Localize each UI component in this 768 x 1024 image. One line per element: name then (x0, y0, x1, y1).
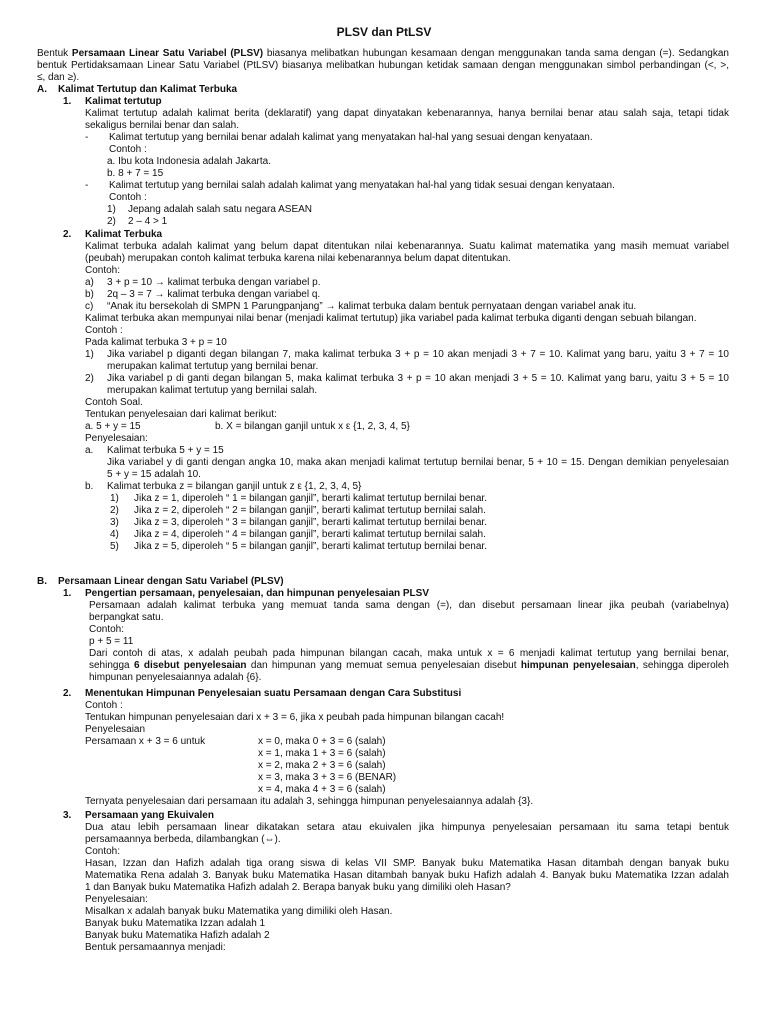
list-number: 1) (110, 493, 119, 504)
contoh-label: Contoh : (85, 700, 123, 711)
a2-solution-a-line-1: Jika variabel y di ganti dengan angka 10, maka akan menjadi kalimat tertutup bernilai benar, 5 + 10 = 15. Dengan demikian penyelesaian (107, 457, 729, 468)
list-number: 2) (85, 373, 94, 384)
a1-heading: Kalimat tertutup (85, 96, 162, 107)
a1-example-a: a. Ibu kota Indonesia adalah Jakarta. (107, 156, 272, 167)
b3-example-line-3: 1 dan Banyak buku Matematika Hafizh adalah 2. Berapa banyak buku yang dimiliki oleh Hasan? (85, 882, 511, 893)
a2-example-c: “Anak itu bersekolah di SMPN 1 Parungpanjang” → kalimat terbuka dalam bentuk pernyataan dengan variabel anak itu. (107, 301, 637, 312)
a2-item-2-line-2: merupakan kalimat tertutup yang bernilai salah. (107, 385, 318, 396)
a2-pada: Pada kalimat terbuka 3 + p = 10 (85, 337, 227, 348)
bullet-dash: - (85, 132, 89, 143)
a2-question-a: a. 5 + y = 15 (85, 421, 141, 432)
list-number: 3) (110, 517, 119, 528)
a2-example-b: 2q – 3 = 7 → kalimat terbuka dengan variabel q. (107, 289, 321, 300)
section-a-heading: Kalimat Tertutup dan Kalimat Terbuka (58, 84, 238, 95)
a2-solution-a: Kalimat terbuka 5 + y = 15 (107, 445, 224, 456)
b3-heading: Persamaan yang Ekuivalen (85, 810, 214, 821)
list-letter: a. (85, 445, 94, 456)
b2-substitution-4: x = 4, maka 4 + 3 = 6 (salah) (258, 784, 386, 795)
a1-bullet-1: Kalimat tertutup yang bernilai benar adalah kalimat yang menyatakan hal-hal yang sesuai dengan kenyataan. (109, 132, 593, 143)
b2-heading: Menentukan Himpunan Penyelesaian suatu Persamaan dengan Cara Substitusi (85, 688, 462, 699)
list-letter: b. (85, 481, 94, 492)
plsv-term: Persamaan Linear Satu Variabel (PLSV) (71, 48, 264, 59)
b1-paragraph-line-1: Persamaan adalah kalimat terbuka yang memuat tanda sama dengan (=), dan disebut persamaan linear jika peubah (variabelnya) (89, 600, 729, 611)
b3-solution-line-3: Banyak buku Matematika Hafizh adalah 2 (85, 930, 270, 941)
a2-heading: Kalimat Terbuka (85, 229, 163, 240)
b1-example: p + 5 = 11 (89, 636, 134, 647)
a2-item-1-line-2: merupakan kalimat tertutup yang bernilai benar. (107, 361, 319, 372)
b3-solution-line-4: Bentuk persamaannya menjadi: (85, 942, 226, 953)
list-letter: b) (85, 289, 94, 300)
contoh-label: Contoh : (109, 144, 147, 155)
a2-z-1: Jika z = 1, diperoleh “ 1 = bilangan ganjil”, berarti kalimat tertutup bernilai benar. (134, 493, 487, 504)
a2-paragraph-3: Kalimat terbuka akan mempunyai nilai benar (menjadi kalimat tertutup) jika variabel pada kalimat terbuka diganti dengan sebuah bilangan. (85, 313, 697, 324)
intro-line-3: ≤, dan ≥). (37, 72, 80, 83)
list-number: 5) (110, 541, 119, 552)
b2-number: 2. (63, 688, 72, 699)
b1-paragraph-line-5: himpunan penyelesaiannya adalah {6}. (89, 672, 262, 683)
b2-substitution-1: x = 1, maka 1 + 3 = 6 (salah) (258, 748, 386, 759)
list-number: 1) (107, 204, 116, 215)
section-a-number: A. (37, 84, 47, 95)
a2-question-b: b. X = bilangan ganjil untuk x ε {1, 2, 3, 4, 5} (215, 421, 410, 432)
a1-example-1: Jepang adalah salah satu negara ASEAN (128, 204, 313, 215)
document-title: PLSV dan PtLSV (336, 25, 432, 39)
a2-item-1-line-1: Jika variabel p diganti degan bilangan 7, maka kalimat terbuka 3 + p = 10 akan menjadi 3 + 7 = 10. Kalimat yang baru, yaitu 3 + 7 = 10 (107, 349, 729, 360)
b2-conclusion: Ternyata penyelesaian dari persamaan itu adalah 3, sehingga himpunan penyelesaiannya adalah {3}. (85, 796, 534, 807)
contoh-label: Contoh: (85, 265, 121, 276)
intro-line-1: Bentuk Persamaan Linear Satu Variabel (PLSV) biasanya melibatkan hubungan kesamaan dengan menggunakan tanda sama dengan (=). Sedangkan (37, 48, 729, 59)
penyelesaian-label: Penyelesaian (85, 724, 146, 735)
penyelesaian-label: Penyelesaian: (85, 894, 148, 905)
b2-substitution-2: x = 2, maka 2 + 3 = 6 (salah) (258, 760, 386, 771)
contoh-label: Contoh : (85, 325, 123, 336)
b3-example-line-2: Matematika Rena adalah 3. Banyak buku Matematika Hasan ditambah banyak buku Hafizh adalah 4. Banyak buku Matematika Izzan adalah (85, 870, 729, 881)
list-number: 2) (107, 216, 116, 227)
b1-paragraph-line-4: sehingga 6 disebut penyelesaian dan himpunan yang memuat semua penyelesaian disebut himpunan penyelesaian, sehingga diperoleh (89, 660, 729, 671)
a2-example-a: 3 + p = 10 → kalimat terbuka dengan variabel p. (107, 277, 321, 288)
a1-paragraph-line-2: sekaligus bernilai benar dan salah. (85, 120, 239, 131)
list-number: 2) (110, 505, 119, 516)
b1-paragraph-line-3: Dari contoh di atas, x adalah peubah pada himpunan bilangan cacah, maka untuk x = 6 menjadi kalimat tertutup yang bernilai benar, (89, 648, 729, 659)
list-letter: c) (85, 301, 94, 312)
b2-question: Tentukan himpunan penyelesaian dari x + 3 = 6, jika x peubah pada himpunan bilangan cacah! (85, 712, 505, 723)
a2-z-5: Jika z = 5, diperoleh “ 5 = bilangan ganjil”, berarti kalimat tertutup bernilai benar. (134, 541, 487, 552)
a2-question: Tentukan penyelesaian dari kalimat berikut: (85, 409, 277, 420)
himpunan-penyelesaian-term: himpunan penyelesaian (520, 660, 636, 671)
section-b-heading: Persamaan Linear dengan Satu Variabel (PLSV) (58, 576, 284, 587)
list-number: 1) (85, 349, 94, 360)
penyelesaian-term: 6 disebut penyelesaian (133, 660, 247, 671)
b1-paragraph-line-2: berpangkat satu. (89, 612, 164, 623)
bullet-dash: - (85, 180, 89, 191)
a1-paragraph-line-1: Kalimat tertutup adalah kalimat berita (deklaratif) yang dapat dinyatakan kebenarannya, hanya bernilai benar atau salah saja, tetapi tidak (85, 108, 729, 119)
contoh-label: Contoh: (85, 846, 121, 857)
a1-example-2: 2 – 4 > 1 (128, 216, 168, 227)
b1-number: 1. (63, 588, 72, 599)
b3-solution-line-2: Banyak buku Matematika Izzan adalah 1 (85, 918, 266, 929)
a1-example-b: b. 8 + 7 = 15 (107, 168, 164, 179)
a2-solution-b: Kalimat terbuka z = bilangan ganjil untuk z ε {1, 2, 3, 4, 5} (107, 481, 362, 492)
b2-substitution-3: x = 3, maka 3 + 3 = 6 (BENAR) (258, 772, 397, 783)
list-letter: a) (85, 277, 94, 288)
a2-z-2: Jika z = 2, diperoleh “ 2 = bilangan ganjil”, berarti kalimat tertutup bernilai salah. (134, 505, 486, 516)
a2-item-2-line-1: Jika variabel p di ganti degan bilangan 5, maka kalimat terbuka 3 + p = 10 akan menjadi 3 + 5 = 10. Kalimat yang baru, yaitu 3 + 5 = 10 (107, 373, 729, 384)
a2-z-4: Jika z = 4, diperoleh “ 4 = bilangan ganjil”, berarti kalimat tertutup bernilai salah. (134, 529, 486, 540)
a1-number: 1. (63, 96, 72, 107)
a1-bullet-2: Kalimat tertutup yang bernilai salah adalah kalimat yang menyatakan hal-hal yang tidak sesuai dengan kenyataan. (109, 180, 615, 191)
a2-paragraph-line-2: (peubah) merupakan contoh kalimat terbuka karena nilai kebenarannya belum dapat ditentukan. (85, 253, 511, 264)
b3-paragraph-line-2: persamaannya berbeda, dilambangkan (⇔). (85, 834, 281, 845)
b2-substitution-0: x = 0, maka 0 + 3 = 6 (salah) (258, 736, 386, 747)
section-b-number: B. (37, 576, 47, 587)
b3-paragraph-line-1: Dua atau lebih persamaan linear dikatakan setara atau ekuivalen jika himpunya penyelesaian persamaan itu sama tetapi bentuk (85, 822, 729, 833)
a2-paragraph-line-1: Kalimat terbuka adalah kalimat yang belum dapat ditentukan nilai kebenarannya. Suatu kalimat matematika yang masih memuat variabel (85, 241, 729, 252)
contoh-soal-label: Contoh Soal. (85, 397, 143, 408)
intro-line-2: bentuk Pertidaksamaan Linear Satu Variabel (PtLSV) biasanya melibatkan hubungan ketidak samaan dengan menggunakan simbol perbandingan (<, >, (37, 60, 729, 71)
list-number: 4) (110, 529, 119, 540)
b3-number: 3. (63, 810, 72, 821)
a2-solution-a-line-2: 5 + y = 15 adalah 10. (107, 469, 201, 480)
contoh-label: Contoh : (109, 192, 147, 203)
b2-persamaan: Persamaan x + 3 = 6 untuk (85, 736, 206, 747)
b1-heading: Pengertian persamaan, penyelesaian, dan himpunan penyelesaian PLSV (85, 588, 430, 599)
penyelesaian-label: Penyelesaian: (85, 433, 148, 444)
b3-example-line-1: Hasan, Izzan dan Hafizh adalah tiga orang siswa di kelas VII SMP. Banyak buku Matematika Hasan ditambah dengan banyak buku (85, 858, 729, 869)
a2-number: 2. (63, 229, 72, 240)
b3-solution-line-1: Misalkan x adalah banyak buku Matematika yang dimiliki oleh Hasan. (85, 906, 393, 917)
a2-z-3: Jika z = 3, diperoleh “ 3 = bilangan ganjil”, berarti kalimat tertutup bernilai benar. (134, 517, 487, 528)
contoh-label: Contoh: (89, 624, 125, 635)
